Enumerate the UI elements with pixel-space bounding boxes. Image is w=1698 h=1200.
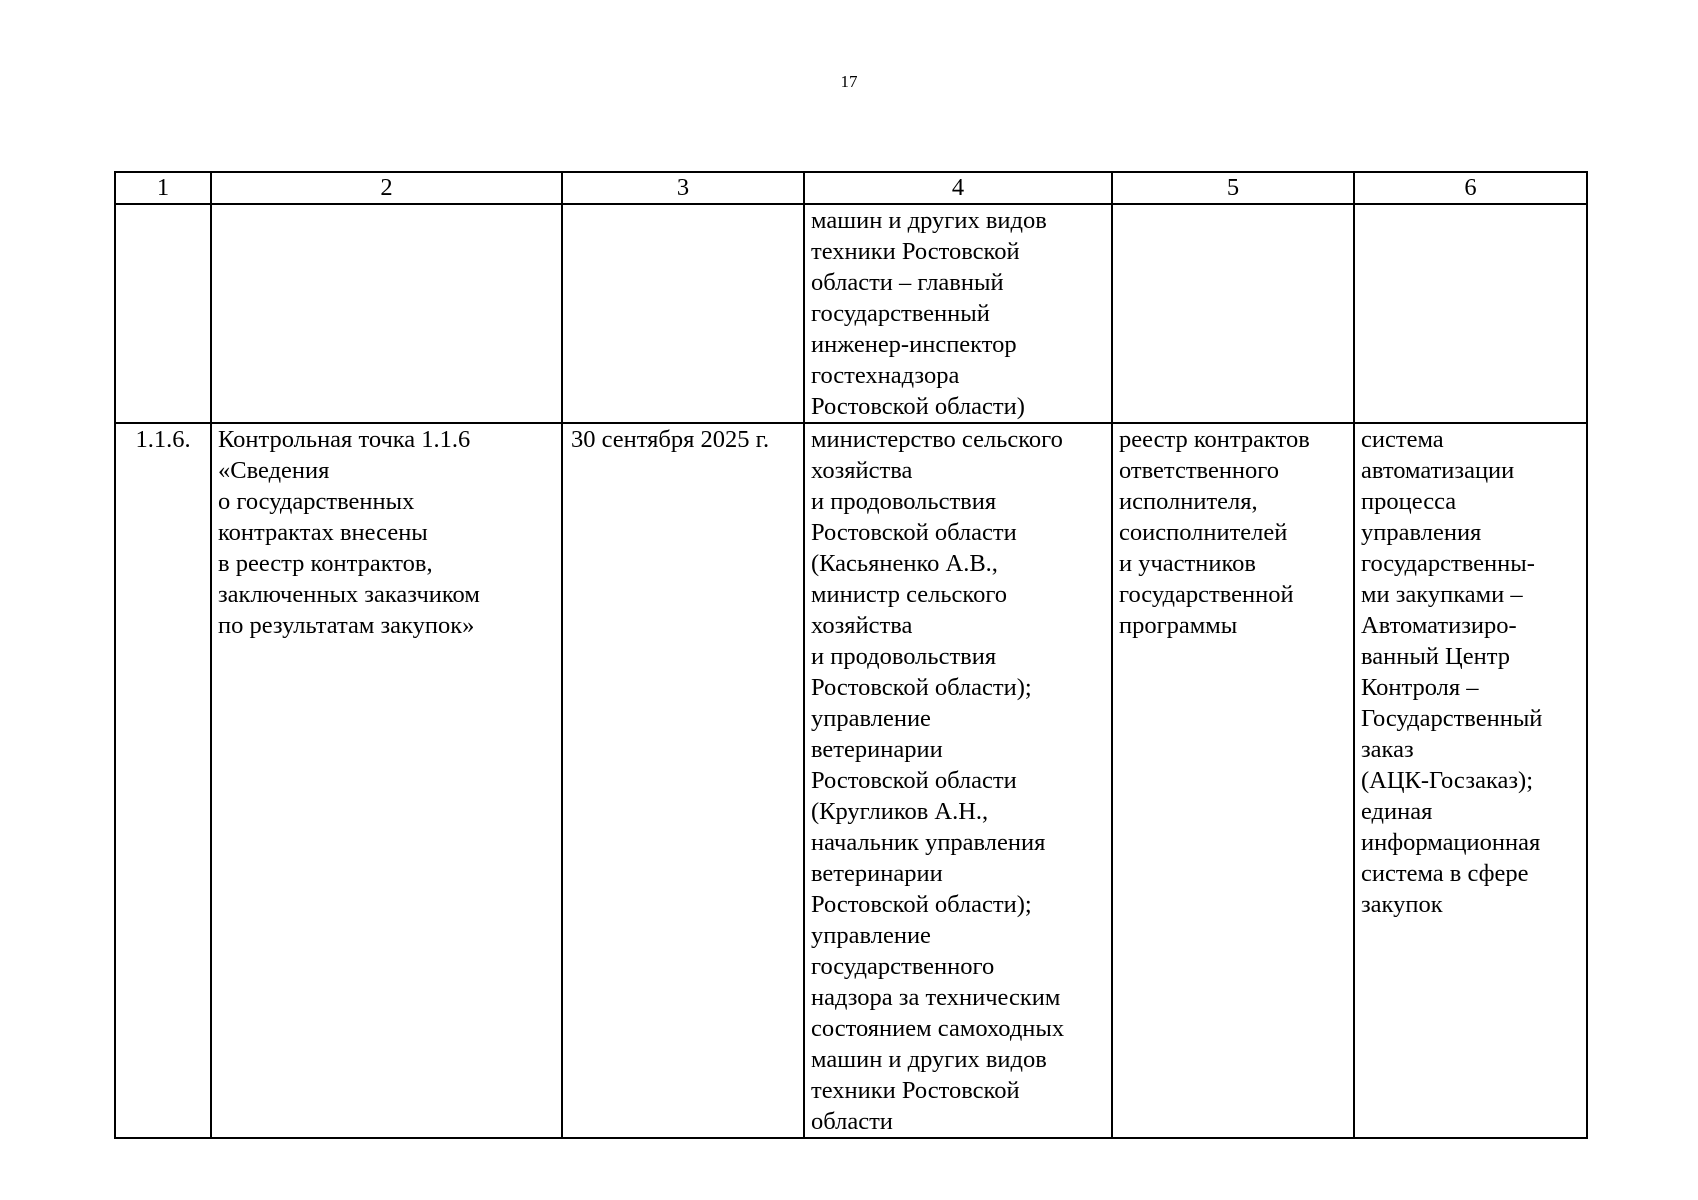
column-header-2: 2 (211, 172, 562, 204)
column-header-3: 3 (562, 172, 804, 204)
row-name-cell (211, 204, 562, 423)
table-row (115, 423, 1587, 1138)
row-document-cell (1112, 204, 1354, 423)
row-date-cell (562, 204, 804, 423)
row-number-cell (115, 204, 211, 423)
row-name-cell: Контрольная точка 1.1.6 «Сведения о государственных контрактах внесены в реестр контрактов, заключенных заказчиком по результатам закупок» (211, 423, 562, 1138)
row-system-cell (1354, 204, 1587, 423)
page-number: 17 (840, 72, 858, 91)
row-date-cell: 30 сентября 2025 г. (562, 423, 804, 1138)
row-responsible-cell: министерство сельского хозяйства и продовольствия Ростовской области (Касьяненко А.В., министр сельского хозяйства и продовольствия Ростовской области); управление ветеринарии Ростовской области (Кругликов А.Н., начальник управления ветеринарии Ростовской области); управление государственного надзора за техническим состоянием самоходных машин и других видов техники Ростовской области (804, 423, 1112, 1138)
column-header-1: 1 (115, 172, 211, 204)
implementation-plan-table (114, 171, 1588, 1139)
row-number-cell: 1.1.6. (115, 423, 211, 1138)
column-header-4: 4 (804, 172, 1112, 204)
column-header-5: 5 (1112, 172, 1354, 204)
table-header-row (115, 172, 1587, 204)
column-header-6: 6 (1354, 172, 1587, 204)
row-responsible-cell: машин и других видов техники Ростовской области – главный государственный инженер-инспектор гостехнадзора Ростовской области) (804, 204, 1112, 423)
row-document-cell: реестр контрактов ответственного исполнителя, соисполнителей и участников государственной программы (1112, 423, 1354, 1138)
row-system-cell: система автоматизации процесса управления государственны- ми закупками – Автоматизиро- ванный Центр Контроля – Государственный заказ (АЦК-Госзаказ); единая информационная система в сфере закупок (1354, 423, 1587, 1138)
table-row (115, 204, 1587, 423)
